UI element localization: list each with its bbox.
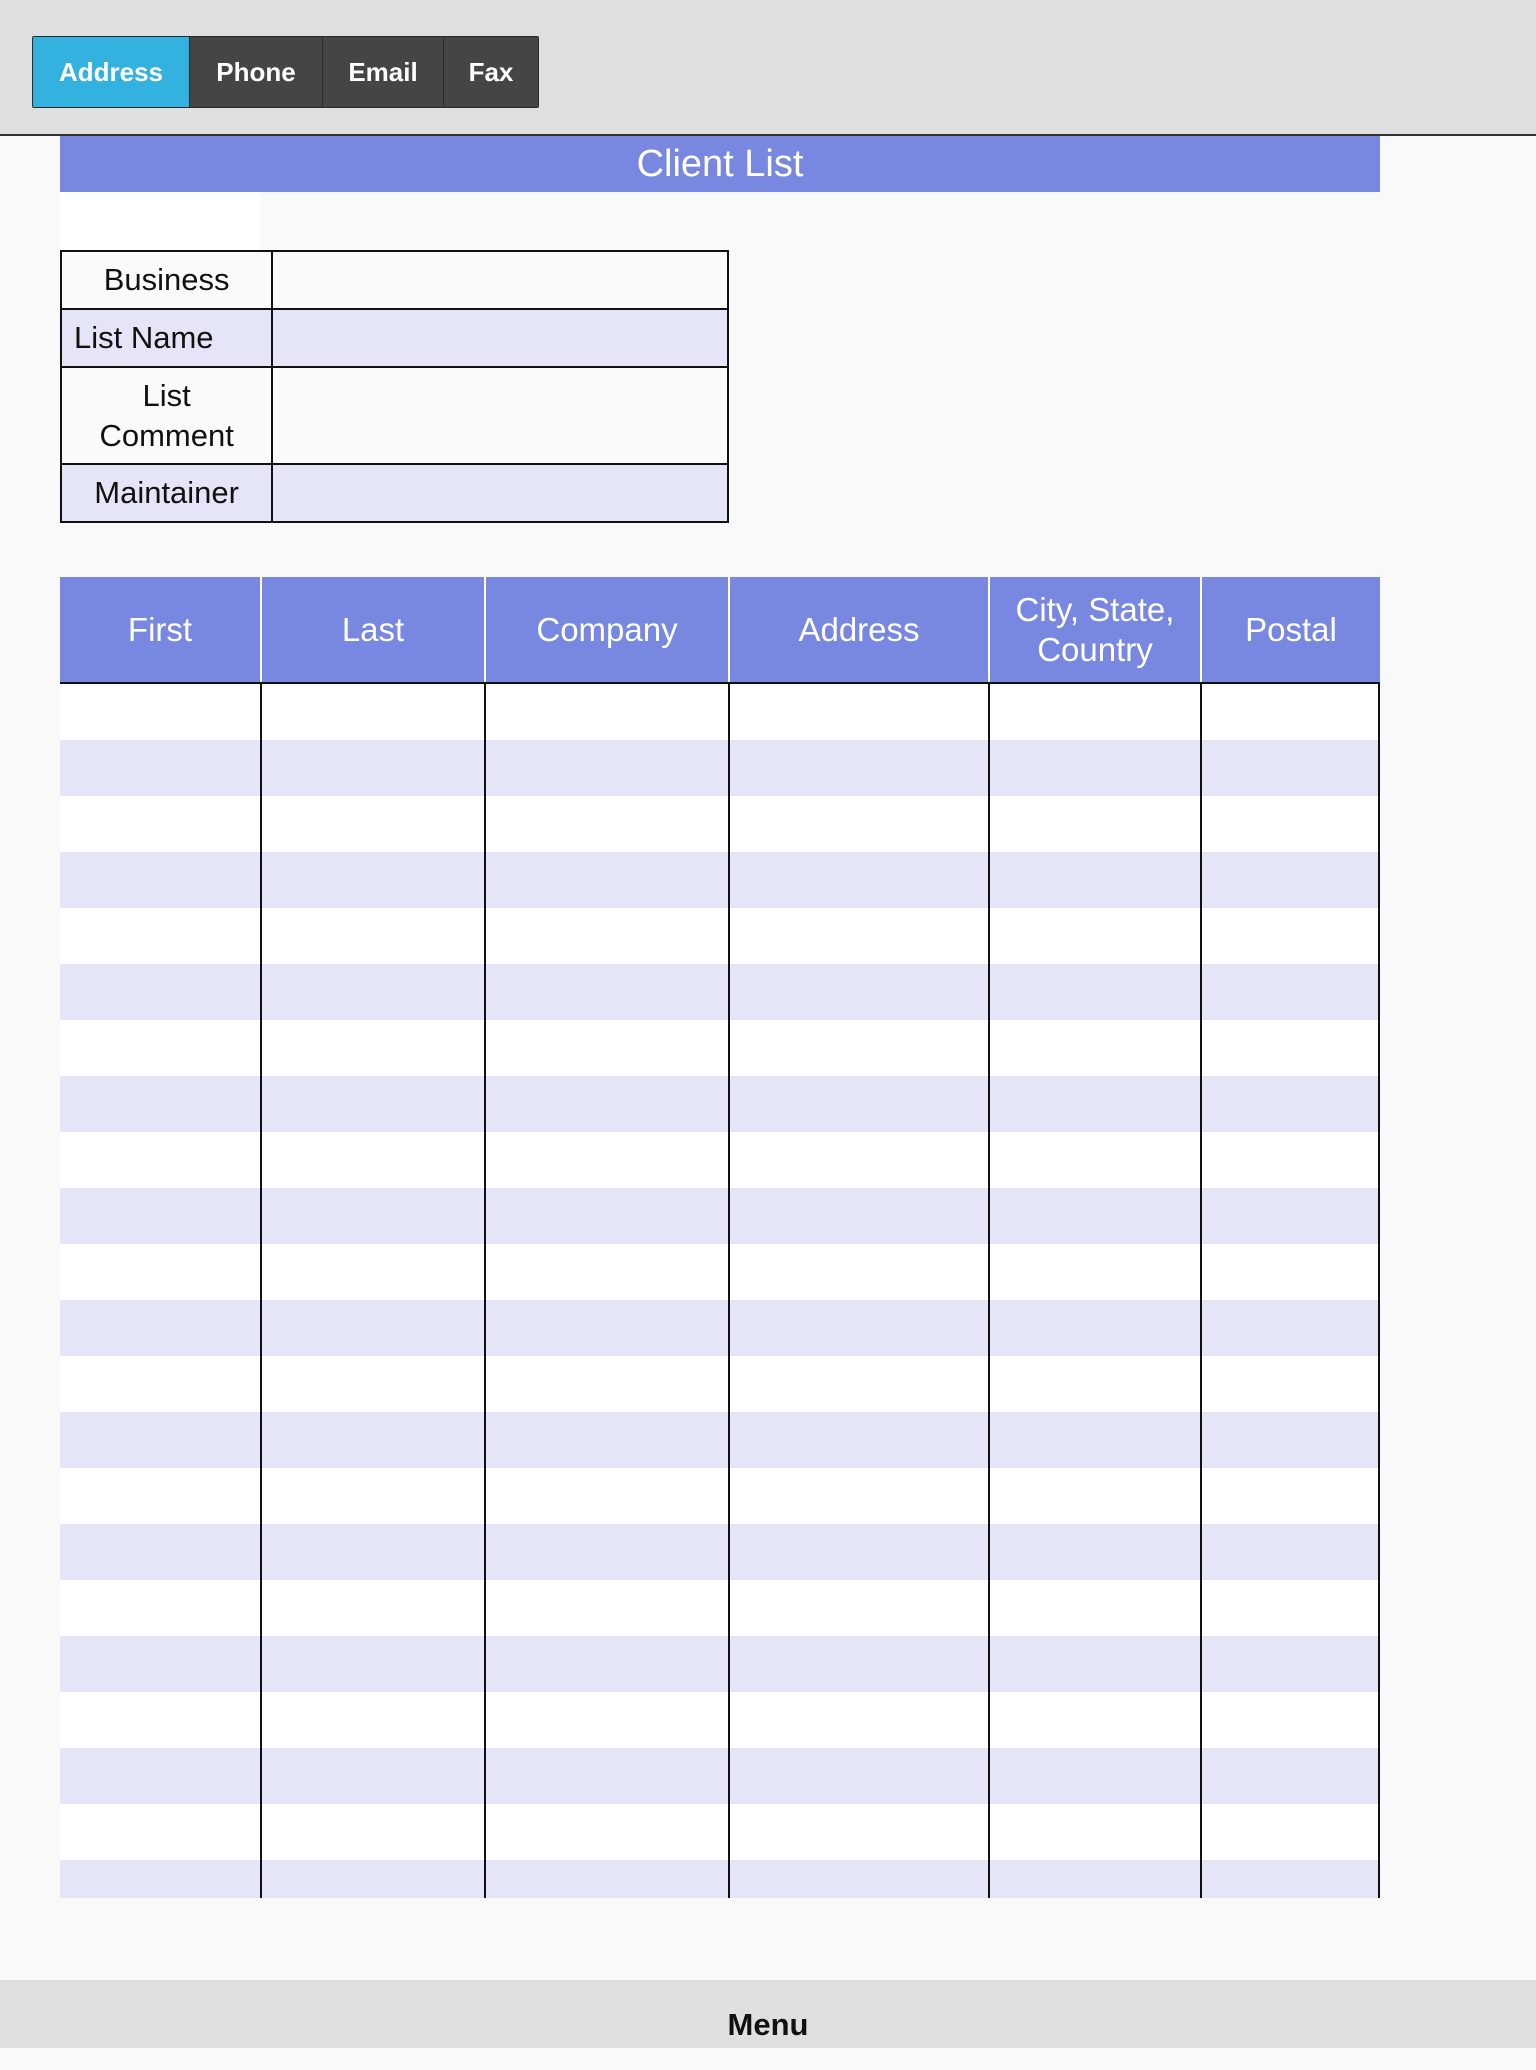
tab-email[interactable]: Email [322, 37, 443, 107]
cell-city-state-country[interactable] [988, 1524, 1200, 1580]
table-row [60, 1020, 1380, 1076]
cell-address[interactable] [728, 1804, 988, 1860]
table-row [60, 1580, 1380, 1636]
maintainer-field[interactable] [272, 464, 728, 522]
table-row [60, 1300, 1380, 1356]
cell-address[interactable] [728, 1132, 988, 1188]
cell-postal[interactable] [1200, 1300, 1380, 1356]
client-table [60, 577, 1380, 1898]
cell-address[interactable] [728, 1748, 988, 1804]
table-row [60, 1244, 1380, 1300]
cell-first[interactable] [60, 1692, 260, 1748]
cell-postal[interactable] [1200, 1412, 1380, 1468]
cell-postal[interactable] [1200, 1188, 1380, 1244]
cell-postal[interactable] [1200, 1748, 1380, 1804]
table-row [60, 1468, 1380, 1524]
cell-first[interactable] [60, 1580, 260, 1636]
tab-phone[interactable]: Phone [189, 37, 322, 107]
table-row [60, 1692, 1380, 1748]
cell-company[interactable] [484, 1524, 728, 1580]
cell-first[interactable] [60, 852, 260, 908]
cell-address[interactable] [728, 852, 988, 908]
cell-city-state-country[interactable] [988, 1468, 1200, 1524]
cell-company[interactable] [484, 1804, 728, 1860]
cell-first[interactable] [60, 1076, 260, 1132]
column-header-city-line1: City, State, [1015, 590, 1175, 628]
column-header-company: Company [484, 577, 728, 682]
page-title: Client List [60, 136, 1380, 192]
cell-first[interactable] [60, 1244, 260, 1300]
cell-last[interactable] [260, 1636, 484, 1692]
cell-first[interactable] [60, 1748, 260, 1804]
list-comment-label [61, 367, 272, 464]
cell-last[interactable] [260, 1860, 484, 1898]
cell-last[interactable] [260, 1300, 484, 1356]
cell-last[interactable] [260, 1188, 484, 1244]
cell-company[interactable] [484, 1356, 728, 1412]
cell-city-state-country[interactable] [988, 1580, 1200, 1636]
column-header-city-state-country [988, 577, 1200, 682]
cell-postal[interactable] [1200, 796, 1380, 852]
maintainer-label: Maintainer [61, 464, 272, 522]
cell-postal[interactable] [1200, 1468, 1380, 1524]
cell-address[interactable] [728, 1692, 988, 1748]
cell-company[interactable] [484, 1468, 728, 1524]
cell-postal[interactable] [1200, 684, 1380, 740]
cell-last[interactable] [260, 1748, 484, 1804]
cell-postal[interactable] [1200, 1860, 1380, 1898]
cell-last[interactable] [260, 740, 484, 796]
cell-address[interactable] [728, 1356, 988, 1412]
column-header-first: First [127, 610, 193, 648]
title-spacer [60, 192, 260, 250]
cell-postal[interactable] [1200, 1020, 1380, 1076]
list-comment-field[interactable] [272, 367, 728, 464]
cell-postal[interactable] [1200, 1580, 1380, 1636]
cell-last[interactable] [260, 1244, 484, 1300]
client-table-body [60, 684, 1380, 1898]
tab-fax[interactable]: Fax [443, 37, 538, 107]
cell-company[interactable] [484, 1412, 728, 1468]
cell-city-state-country[interactable] [988, 1804, 1200, 1860]
cell-first[interactable] [60, 908, 260, 964]
tab-group [32, 36, 539, 108]
cell-company[interactable] [484, 684, 728, 740]
cell-first[interactable] [60, 740, 260, 796]
cell-last[interactable] [260, 1580, 484, 1636]
cell-postal[interactable] [1200, 740, 1380, 796]
cell-last[interactable] [260, 964, 484, 1020]
cell-city-state-country[interactable] [988, 1076, 1200, 1132]
cell-company[interactable] [484, 1692, 728, 1748]
cell-postal[interactable] [1200, 1356, 1380, 1412]
cell-company[interactable] [484, 1300, 728, 1356]
cell-company[interactable] [484, 964, 728, 1020]
cell-address[interactable] [728, 1468, 988, 1524]
cell-postal[interactable] [1200, 852, 1380, 908]
cell-postal[interactable] [1200, 1692, 1380, 1748]
table-row [60, 796, 1380, 852]
cell-company[interactable] [484, 1860, 728, 1898]
cell-address[interactable] [728, 1244, 988, 1300]
cell-city-state-country[interactable] [988, 908, 1200, 964]
cell-company[interactable] [484, 852, 728, 908]
cell-first[interactable] [60, 1860, 260, 1898]
list-name-label: List Name [61, 309, 272, 367]
cell-postal[interactable] [1200, 1244, 1380, 1300]
cell-company[interactable] [484, 796, 728, 852]
cell-address[interactable] [728, 684, 988, 740]
column-header-postal: Postal [1200, 577, 1380, 682]
cell-city-state-country[interactable] [988, 684, 1200, 740]
cell-city-state-country[interactable] [988, 852, 1200, 908]
cell-postal[interactable] [1200, 1636, 1380, 1692]
table-row [60, 1356, 1380, 1412]
cell-last[interactable] [260, 1524, 484, 1580]
cell-address[interactable] [728, 1020, 988, 1076]
column-header-city-line2: Country [1037, 630, 1153, 668]
cell-address[interactable] [728, 964, 988, 1020]
cell-last[interactable] [260, 908, 484, 964]
table-row [60, 1860, 1380, 1898]
cell-city-state-country[interactable] [988, 1412, 1200, 1468]
table-row [60, 1804, 1380, 1860]
cell-company[interactable] [484, 740, 728, 796]
table-row [60, 1076, 1380, 1132]
table-row [60, 1412, 1380, 1468]
column-header-address: Address [728, 577, 988, 682]
cell-first[interactable] [60, 1356, 260, 1412]
cell-city-state-country[interactable] [988, 1132, 1200, 1188]
cell-last[interactable] [260, 796, 484, 852]
cell-city-state-country[interactable] [988, 1692, 1200, 1748]
cell-city-state-country[interactable] [988, 796, 1200, 852]
cell-last[interactable] [260, 684, 484, 740]
cell-city-state-country[interactable] [988, 1636, 1200, 1692]
cell-postal[interactable] [1200, 908, 1380, 964]
cell-city-state-country[interactable] [988, 1300, 1200, 1356]
cell-postal[interactable] [1200, 1132, 1380, 1188]
cell-company[interactable] [484, 1636, 728, 1692]
cell-last[interactable] [260, 1412, 484, 1468]
list-name-field[interactable] [272, 309, 728, 367]
cell-address[interactable] [728, 740, 988, 796]
tab-address[interactable]: Address [33, 37, 189, 107]
table-row [60, 852, 1380, 908]
top-bar [0, 0, 1536, 136]
cell-address[interactable] [728, 1188, 988, 1244]
cell-company[interactable] [484, 1188, 728, 1244]
cell-last[interactable] [260, 852, 484, 908]
cell-city-state-country[interactable] [988, 1188, 1200, 1244]
business-field[interactable] [272, 251, 728, 309]
list-info-table [60, 250, 729, 523]
cell-first[interactable] [60, 1524, 260, 1580]
table-row [60, 1188, 1380, 1244]
cell-company[interactable] [484, 1020, 728, 1076]
cell-city-state-country[interactable] [988, 1244, 1200, 1300]
cell-postal[interactable] [1200, 964, 1380, 1020]
table-row [60, 964, 1380, 1020]
cell-last[interactable] [260, 1804, 484, 1860]
cell-company[interactable] [484, 1748, 728, 1804]
column-header-last: Last [260, 577, 484, 682]
cell-first[interactable] [60, 1804, 260, 1860]
business-label: Business [61, 251, 272, 309]
cell-last[interactable] [260, 1132, 484, 1188]
cell-address[interactable] [728, 1524, 988, 1580]
cell-last[interactable] [260, 1468, 484, 1524]
table-row [60, 684, 1380, 740]
table-row [60, 1636, 1380, 1692]
cell-city-state-country[interactable] [988, 964, 1200, 1020]
cell-first[interactable] [60, 1132, 260, 1188]
cell-city-state-country[interactable] [988, 1356, 1200, 1412]
menu-button[interactable]: Menu [0, 1980, 1536, 2048]
cell-first[interactable] [60, 684, 260, 740]
cell-first[interactable] [60, 1636, 260, 1692]
cell-address[interactable] [728, 908, 988, 964]
cell-first[interactable] [60, 1468, 260, 1524]
cell-company[interactable] [484, 1244, 728, 1300]
cell-postal[interactable] [1200, 1804, 1380, 1860]
cell-first[interactable] [60, 1412, 260, 1468]
cell-address[interactable] [728, 1636, 988, 1692]
cell-company[interactable] [484, 908, 728, 964]
cell-last[interactable] [260, 1356, 484, 1412]
cell-address[interactable] [728, 1860, 988, 1898]
cell-company[interactable] [484, 1580, 728, 1636]
table-row [60, 1748, 1380, 1804]
cell-postal[interactable] [1200, 1076, 1380, 1132]
cell-city-state-country[interactable] [988, 1748, 1200, 1804]
cell-city-state-country[interactable] [988, 1020, 1200, 1076]
cell-last[interactable] [260, 1020, 484, 1076]
cell-last[interactable] [260, 1076, 484, 1132]
cell-first[interactable] [60, 1188, 260, 1244]
cell-address[interactable] [728, 1300, 988, 1356]
list-comment-label-line1: List [142, 377, 191, 413]
cell-city-state-country[interactable] [988, 1860, 1200, 1898]
table-row [60, 740, 1380, 796]
table-row [60, 908, 1380, 964]
cell-address[interactable] [728, 1412, 988, 1468]
cell-last[interactable] [260, 1692, 484, 1748]
cell-address[interactable] [728, 1580, 988, 1636]
cell-company[interactable] [484, 1076, 728, 1132]
cell-first[interactable] [60, 964, 260, 1020]
list-comment-label-line2: Comment [99, 417, 234, 453]
table-row [60, 1132, 1380, 1188]
cell-first[interactable] [60, 796, 260, 852]
table-row [60, 1524, 1380, 1580]
cell-city-state-country[interactable] [988, 740, 1200, 796]
cell-company[interactable] [484, 1132, 728, 1188]
client-table-header [60, 577, 1380, 684]
cell-postal[interactable] [1200, 1524, 1380, 1580]
cell-first[interactable] [60, 1300, 260, 1356]
cell-address[interactable] [728, 1076, 988, 1132]
cell-address[interactable] [728, 796, 988, 852]
cell-first[interactable] [60, 1020, 260, 1076]
